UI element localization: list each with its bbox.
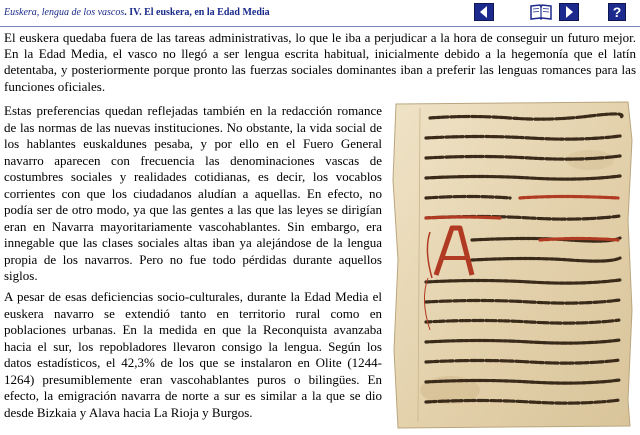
header-divider: [0, 26, 640, 27]
body-paragraph-reconquista: A pesar de esas deficiencias socio-culturales, durante la Edad Media el euskera navarro se extendió tanto en territorio rural como en poblaciones urbanas. En la medida en que la Reconquista avanzaba hacia el sur, los repobladores llevaron consigo la lengua. Según los datos estadísticos, el 42,3% de los que se instalaron en Olite (1244-1264) presumiblemente eran vascohablantes puros o bilingües. En efecto, la emigración navarra de norte a sur es similar a la que se dio desde Bizkaia y Alava hacia La Rioja y Burgos.: [4, 289, 382, 420]
arrow-right-icon: [559, 3, 579, 21]
intro-paragraph: El euskera quedaba fuera de las tareas administrativas, lo que le iba a perjudicar a la hora de conseguir un futuro mejor. En la Edad Media, el vasco no llegó a ser lengua escrita habitual, inicialmente debido a la hegemonía que el latín detentaba, y posteriormente porque pronto las fuerzas sociales dominantes iban a preferir las lenguas romances para las funciones oficiales.: [4, 30, 636, 94]
manuscript-illustration: [390, 100, 634, 430]
book-icon: [529, 3, 553, 21]
breadcrumb-chapter[interactable]: IV. El euskera, en la Edad Media: [129, 7, 270, 18]
help-glyph: ?: [612, 4, 622, 20]
body-paragraph-fuero: Estas preferencias quedan reflejadas también en la redacción romance de las normas de las nuevas instituciones. No obstante, la vida social de los hablantes euskaldunes pesaba, y por ello en el Fuero General navarro aparecen con frecuencia las denominaciones vascas de costumbres sociales y realidades cotidianas, es decir, los vocablos corrientes con que los ciudadanos aludían a aquellas. En efecto, no podía ser de otro modo, ya que las gentes a las que las leyes se dirigían eran en Navarra mayoritariamente vascohablantes. Sin embargo, era innegable que las clases sociales altas iban ya alejándose de la lengua propia de los navarros. Pero no fue todo pérdidas durante aquellos siglos.: [4, 103, 382, 283]
breadcrumb: [4, 7, 270, 18]
index-button[interactable]: [529, 3, 553, 21]
top-navigation-bar: [0, 0, 640, 28]
question-icon: [608, 3, 626, 21]
next-page-button[interactable]: [559, 3, 579, 21]
medieval-manuscript-image: [390, 100, 634, 430]
arrow-left-icon: [474, 3, 494, 21]
breadcrumb-separator: .: [124, 7, 130, 18]
breadcrumb-book-title[interactable]: Euskera, lengua de los vascos: [4, 7, 125, 18]
previous-page-button[interactable]: [474, 3, 494, 21]
help-button[interactable]: [608, 3, 626, 21]
